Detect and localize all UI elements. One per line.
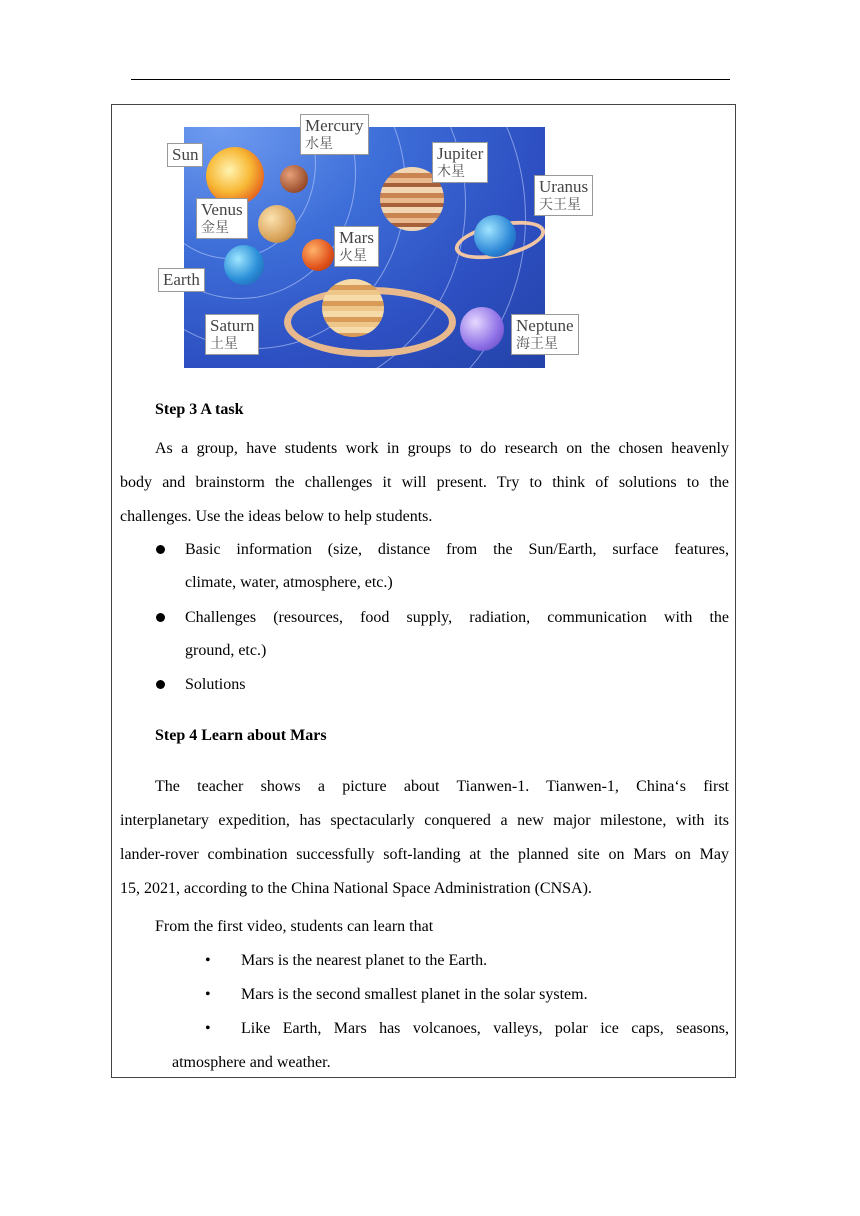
uranus-planet xyxy=(474,215,516,257)
header-rule xyxy=(131,79,730,80)
step4-heading: Step 4 Learn about Mars xyxy=(155,727,327,744)
step3-heading: Step 3 A task xyxy=(155,401,244,418)
step4-para-line-3: lander-rover combination successfully soft-landing at the planned site on Mars on May xyxy=(120,846,729,863)
step4-para-line-2: interplanetary expedition, has spectacularly conquered a new major milestone, with its xyxy=(120,812,729,829)
step4-para-line-1: The teacher shows a picture about Tianwen-1. Tianwen-1, China‘s first xyxy=(155,778,729,795)
mars-planet xyxy=(302,239,334,271)
label-venus: Venus 金星 xyxy=(196,198,248,239)
fact-3-tail: atmosphere and weather. xyxy=(172,1054,331,1071)
bullet-2-line-1: Challenges (resources, food supply, radiation, communication with the xyxy=(185,609,729,626)
bullet-3-line-1: Solutions xyxy=(185,676,246,693)
label-neptune: Neptune 海王星 xyxy=(511,314,579,355)
label-mars: Mars 火星 xyxy=(334,226,379,267)
bullet-dot xyxy=(156,545,165,554)
bullet-dot xyxy=(156,613,165,622)
step3-para-line-2: body and brainstorm the challenges it will present. Try to think of solutions to the xyxy=(120,474,729,491)
step4-para-line-4: 15, 2021, according to the China National Space Administration (CNSA). xyxy=(120,880,592,897)
mercury-planet xyxy=(280,165,308,193)
bullet-1-line-2: climate, water, atmosphere, etc.) xyxy=(185,574,393,591)
fact-3: Like Earth, Mars has volcanoes, valleys, polar ice caps, seasons, xyxy=(241,1020,729,1037)
fact-1: Mars is the nearest planet to the Earth. xyxy=(241,952,488,969)
fact-2: Mars is the second smallest planet in the solar system. xyxy=(241,986,588,1003)
step3-para-line-1: As a group, have students work in groups to do research on the chosen heavenly xyxy=(155,440,729,457)
fact-bullet: • xyxy=(205,986,211,1003)
label-saturn: Saturn 土星 xyxy=(205,314,259,355)
venus-planet xyxy=(258,205,296,243)
video-intro: From the first video, students can learn that xyxy=(155,918,434,935)
step3-para-line-3: challenges. Use the ideas below to help students. xyxy=(120,508,433,525)
bullet-dot xyxy=(156,680,165,689)
sun-planet xyxy=(206,147,264,205)
fact-bullet: • xyxy=(205,1020,211,1037)
bullet-1-line-1: Basic information (size, distance from the Sun/Earth, surface features, xyxy=(185,541,729,558)
label-mercury: Mercury 水星 xyxy=(300,114,369,155)
earth-planet xyxy=(224,245,264,285)
label-uranus: Uranus 天王星 xyxy=(534,175,593,216)
fact-bullet: • xyxy=(205,952,211,969)
bullet-2-line-2: ground, etc.) xyxy=(185,642,267,659)
label-jupiter: Jupiter 木星 xyxy=(432,142,488,183)
label-sun: Sun xyxy=(167,143,203,167)
label-earth: Earth xyxy=(158,268,205,292)
saturn-planet xyxy=(322,279,384,337)
neptune-planet xyxy=(460,307,504,351)
